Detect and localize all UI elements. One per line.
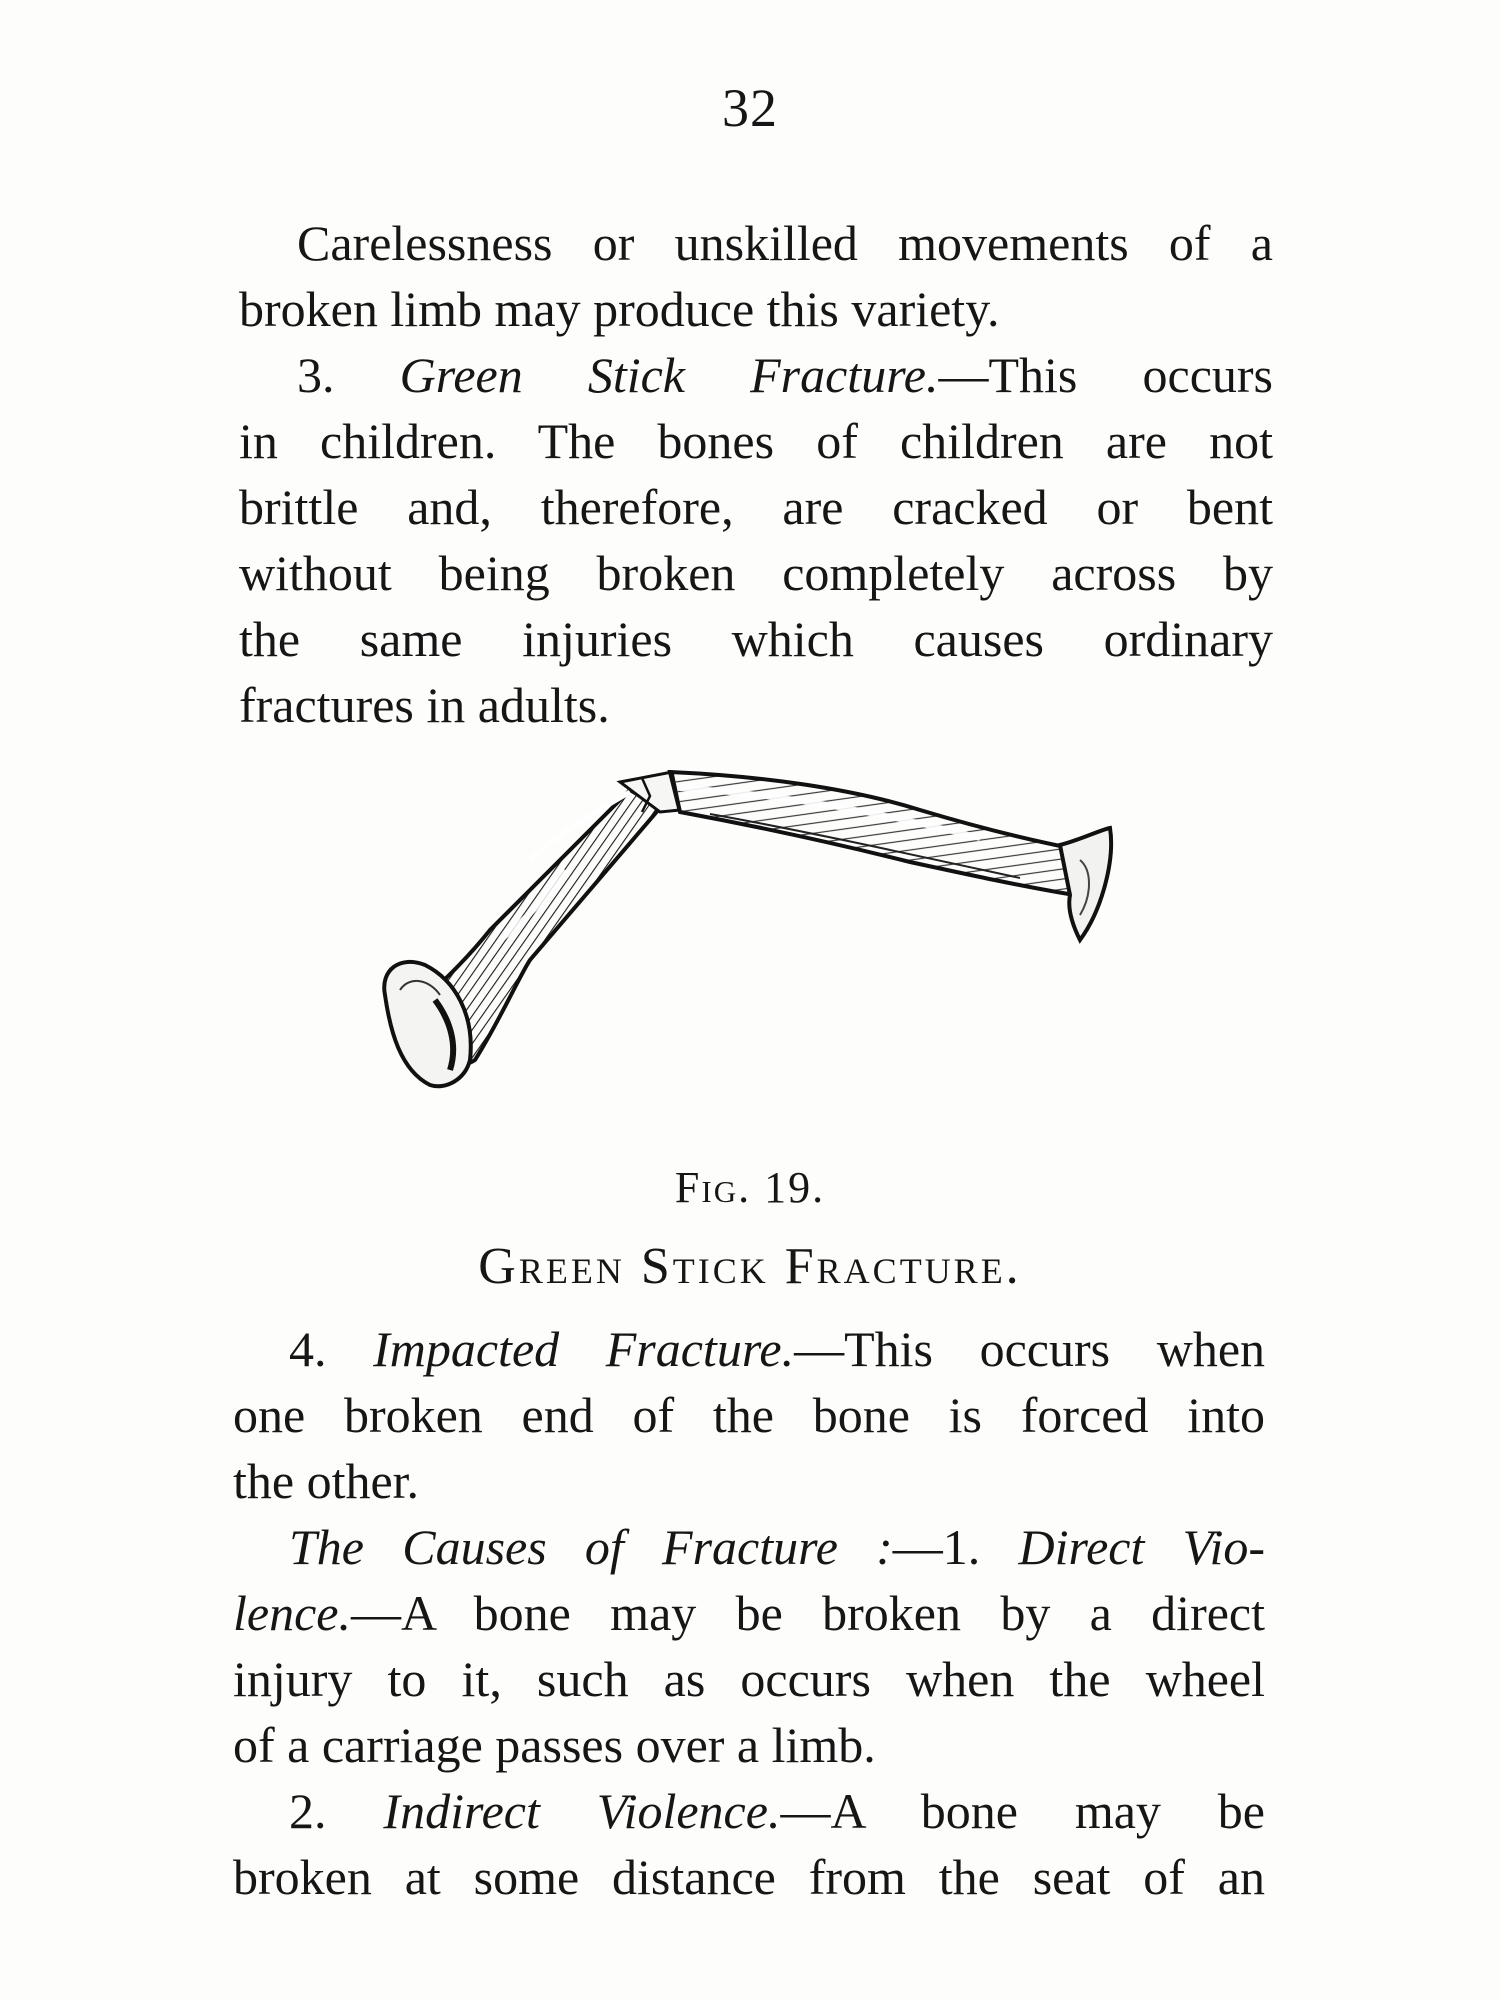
text-block-top	[241, 210, 1273, 738]
paragraph-3-line-3: the other.	[233, 1453, 420, 1509]
paragraph-5-line-1	[233, 1778, 1265, 1844]
green-stick-fracture-illustration	[380, 770, 1180, 1110]
bone-upper-end	[1060, 828, 1111, 940]
paragraph-5-heading: Indirect Violence.	[383, 1783, 781, 1839]
bone-upper-shaft	[670, 772, 1075, 895]
paragraph-2-line-2: in children. The bones of children are not	[239, 413, 1273, 469]
paragraph-4-line-2	[233, 1580, 1265, 1646]
paragraph-3-heading: Impacted Fracture.	[373, 1321, 795, 1377]
paragraph-2-line-1	[241, 342, 1273, 408]
paragraph-2-line-3: brittle and, therefore, are cracked or bent	[239, 479, 1273, 535]
paragraph-4-subheading-part-2: lence.	[233, 1585, 351, 1641]
figure-label: Fig. 19.	[674, 1163, 826, 1212]
paragraph-2-line-6: fractures in adults.	[239, 677, 610, 733]
page-number: 32	[722, 78, 778, 138]
paragraph-5-line-1-rest: —A bone may be	[780, 1783, 1265, 1839]
paragraph-5-line-2: broken at some distance from the seat of an	[233, 1849, 1265, 1905]
paragraph-2-line-5: the same injuries which causes ordinary	[239, 611, 1273, 667]
paragraph-2-number: 3.	[297, 347, 335, 403]
paragraph-2-line-1-rest: —This occurs	[938, 347, 1273, 403]
text-block-bottom	[233, 1316, 1265, 1910]
paragraph-3-line-1-rest: —This occurs when	[794, 1321, 1266, 1377]
paragraph-4-line-4: of a carriage passes over a limb.	[233, 1717, 876, 1773]
figure-caption: Green Stick Fracture.	[478, 1238, 1022, 1295]
paragraph-4-line-3: injury to it, such as occurs when the wheel	[233, 1651, 1265, 1707]
paragraph-3-line-1	[233, 1316, 1265, 1382]
paragraph-1-line-2: broken limb may produce this variety.	[239, 281, 1000, 337]
paragraph-3-number: 4.	[289, 1321, 327, 1377]
paragraph-4-heading: The Causes of Fracture :	[289, 1519, 893, 1575]
paragraph-4-line-2-rest: —A bone may be broken by a direct	[350, 1585, 1265, 1641]
paragraph-1-line-1: Carelessness or unskilled movements of a	[297, 215, 1273, 271]
paragraph-2-heading: Green Stick Fracture.	[399, 347, 939, 403]
paragraph-4-line-1	[233, 1514, 1265, 1580]
paragraph-2-line-4: without being broken completely across by	[239, 545, 1273, 601]
paragraph-5-number: 2.	[289, 1783, 327, 1839]
paragraph-3-line-2: one broken end of the bone is forced into	[233, 1387, 1265, 1443]
paragraph-4-subheading-part-1: Direct Vio-	[1018, 1519, 1265, 1575]
paragraph-4-line-1-mid: —1.	[892, 1519, 981, 1575]
